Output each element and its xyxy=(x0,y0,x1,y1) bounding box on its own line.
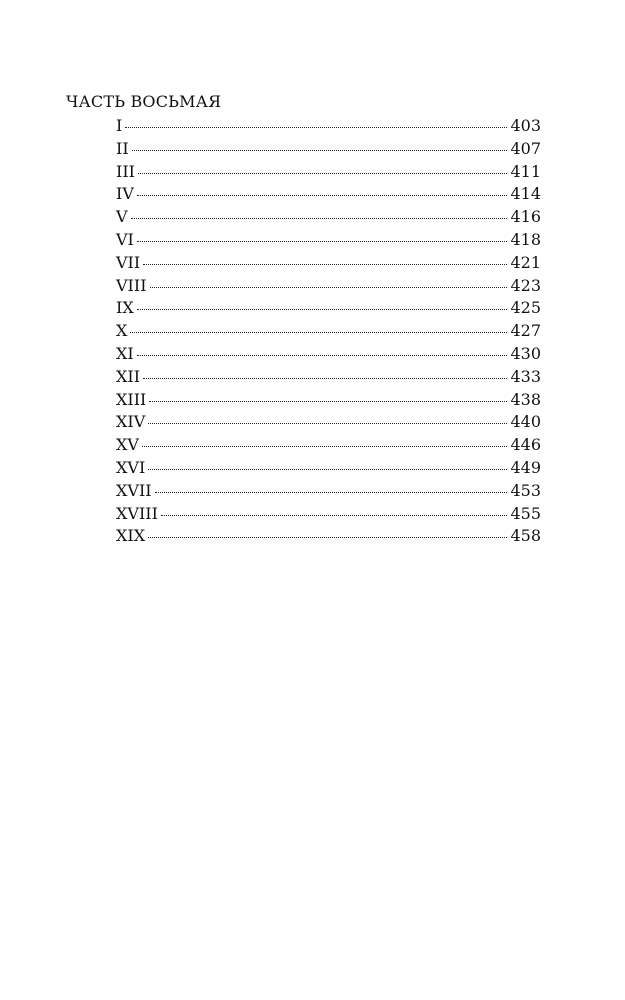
dot-leader xyxy=(142,446,508,447)
toc-entry xyxy=(116,320,541,343)
toc-entry xyxy=(116,252,541,275)
chapter-number: III xyxy=(116,161,135,181)
chapter-number: VIII xyxy=(116,275,147,295)
page-number: 407 xyxy=(510,138,541,158)
toc-entry xyxy=(116,115,541,138)
chapter-number: XIX xyxy=(116,526,146,546)
toc-entry xyxy=(116,503,541,526)
page-number: 423 xyxy=(510,275,541,295)
page-number: 449 xyxy=(510,457,541,477)
toc-entry xyxy=(116,343,541,366)
page-number: 418 xyxy=(510,229,541,249)
page-number: 414 xyxy=(510,184,541,204)
chapter-number: XVIII xyxy=(116,503,158,523)
toc-entry xyxy=(116,525,541,548)
toc-entry xyxy=(116,229,541,252)
chapter-number: XV xyxy=(116,435,139,455)
dot-leader xyxy=(137,195,508,196)
dot-leader xyxy=(130,332,507,333)
dot-leader xyxy=(150,287,508,288)
chapter-number: IX xyxy=(116,298,134,318)
toc-entry xyxy=(116,457,541,480)
chapter-number: II xyxy=(116,138,129,158)
toc-entry xyxy=(116,366,541,389)
toc-entry xyxy=(116,297,541,320)
page-number: 425 xyxy=(510,298,541,318)
dot-leader xyxy=(149,401,507,402)
page-number: 411 xyxy=(510,161,541,181)
page-number: 433 xyxy=(510,366,541,386)
dot-leader xyxy=(143,378,507,379)
page-number: 440 xyxy=(510,412,541,432)
dot-leader xyxy=(125,127,507,128)
toc-entry xyxy=(116,183,541,206)
part-title: ЧАСТЬ ВОСЬМАЯ xyxy=(66,92,222,111)
page-number: 403 xyxy=(510,116,541,135)
chapter-number: XVI xyxy=(116,457,146,477)
chapter-number: XII xyxy=(116,366,141,386)
chapter-number: V xyxy=(116,207,128,227)
table-of-contents xyxy=(116,115,541,548)
dot-leader xyxy=(138,173,507,174)
toc-entry xyxy=(116,434,541,457)
dot-leader xyxy=(131,218,508,219)
chapter-number: XI xyxy=(116,343,134,363)
dot-leader xyxy=(143,264,507,265)
dot-leader xyxy=(155,492,508,493)
toc-entry xyxy=(116,206,541,229)
toc-entry xyxy=(116,275,541,298)
dot-leader xyxy=(137,241,508,242)
chapter-number: XIV xyxy=(116,412,146,432)
page-number: 421 xyxy=(510,252,541,272)
page-number: 416 xyxy=(510,207,541,227)
toc-entry xyxy=(116,411,541,434)
toc-entry xyxy=(116,480,541,503)
dot-leader xyxy=(132,150,508,151)
toc-entry xyxy=(116,161,541,184)
page-number: 438 xyxy=(510,389,541,409)
page-number: 453 xyxy=(510,480,541,500)
page-number: 427 xyxy=(510,321,541,341)
toc-entry xyxy=(116,389,541,412)
chapter-number: XIII xyxy=(116,389,147,409)
dot-leader xyxy=(137,355,508,356)
chapter-number: IV xyxy=(116,184,134,204)
page-number: 455 xyxy=(510,503,541,523)
page-number: 458 xyxy=(510,526,541,546)
chapter-number: VI xyxy=(116,229,134,249)
chapter-number: X xyxy=(116,321,128,341)
chapter-number: I xyxy=(116,116,123,135)
dot-leader xyxy=(148,469,507,470)
dot-leader xyxy=(148,537,507,538)
dot-leader xyxy=(148,423,507,424)
chapter-number: VII xyxy=(116,252,141,272)
chapter-number: XVII xyxy=(116,480,152,500)
dot-leader xyxy=(161,515,508,516)
toc-entry xyxy=(116,138,541,161)
page-number: 446 xyxy=(510,435,541,455)
page-number: 430 xyxy=(510,343,541,363)
dot-leader xyxy=(137,309,508,310)
